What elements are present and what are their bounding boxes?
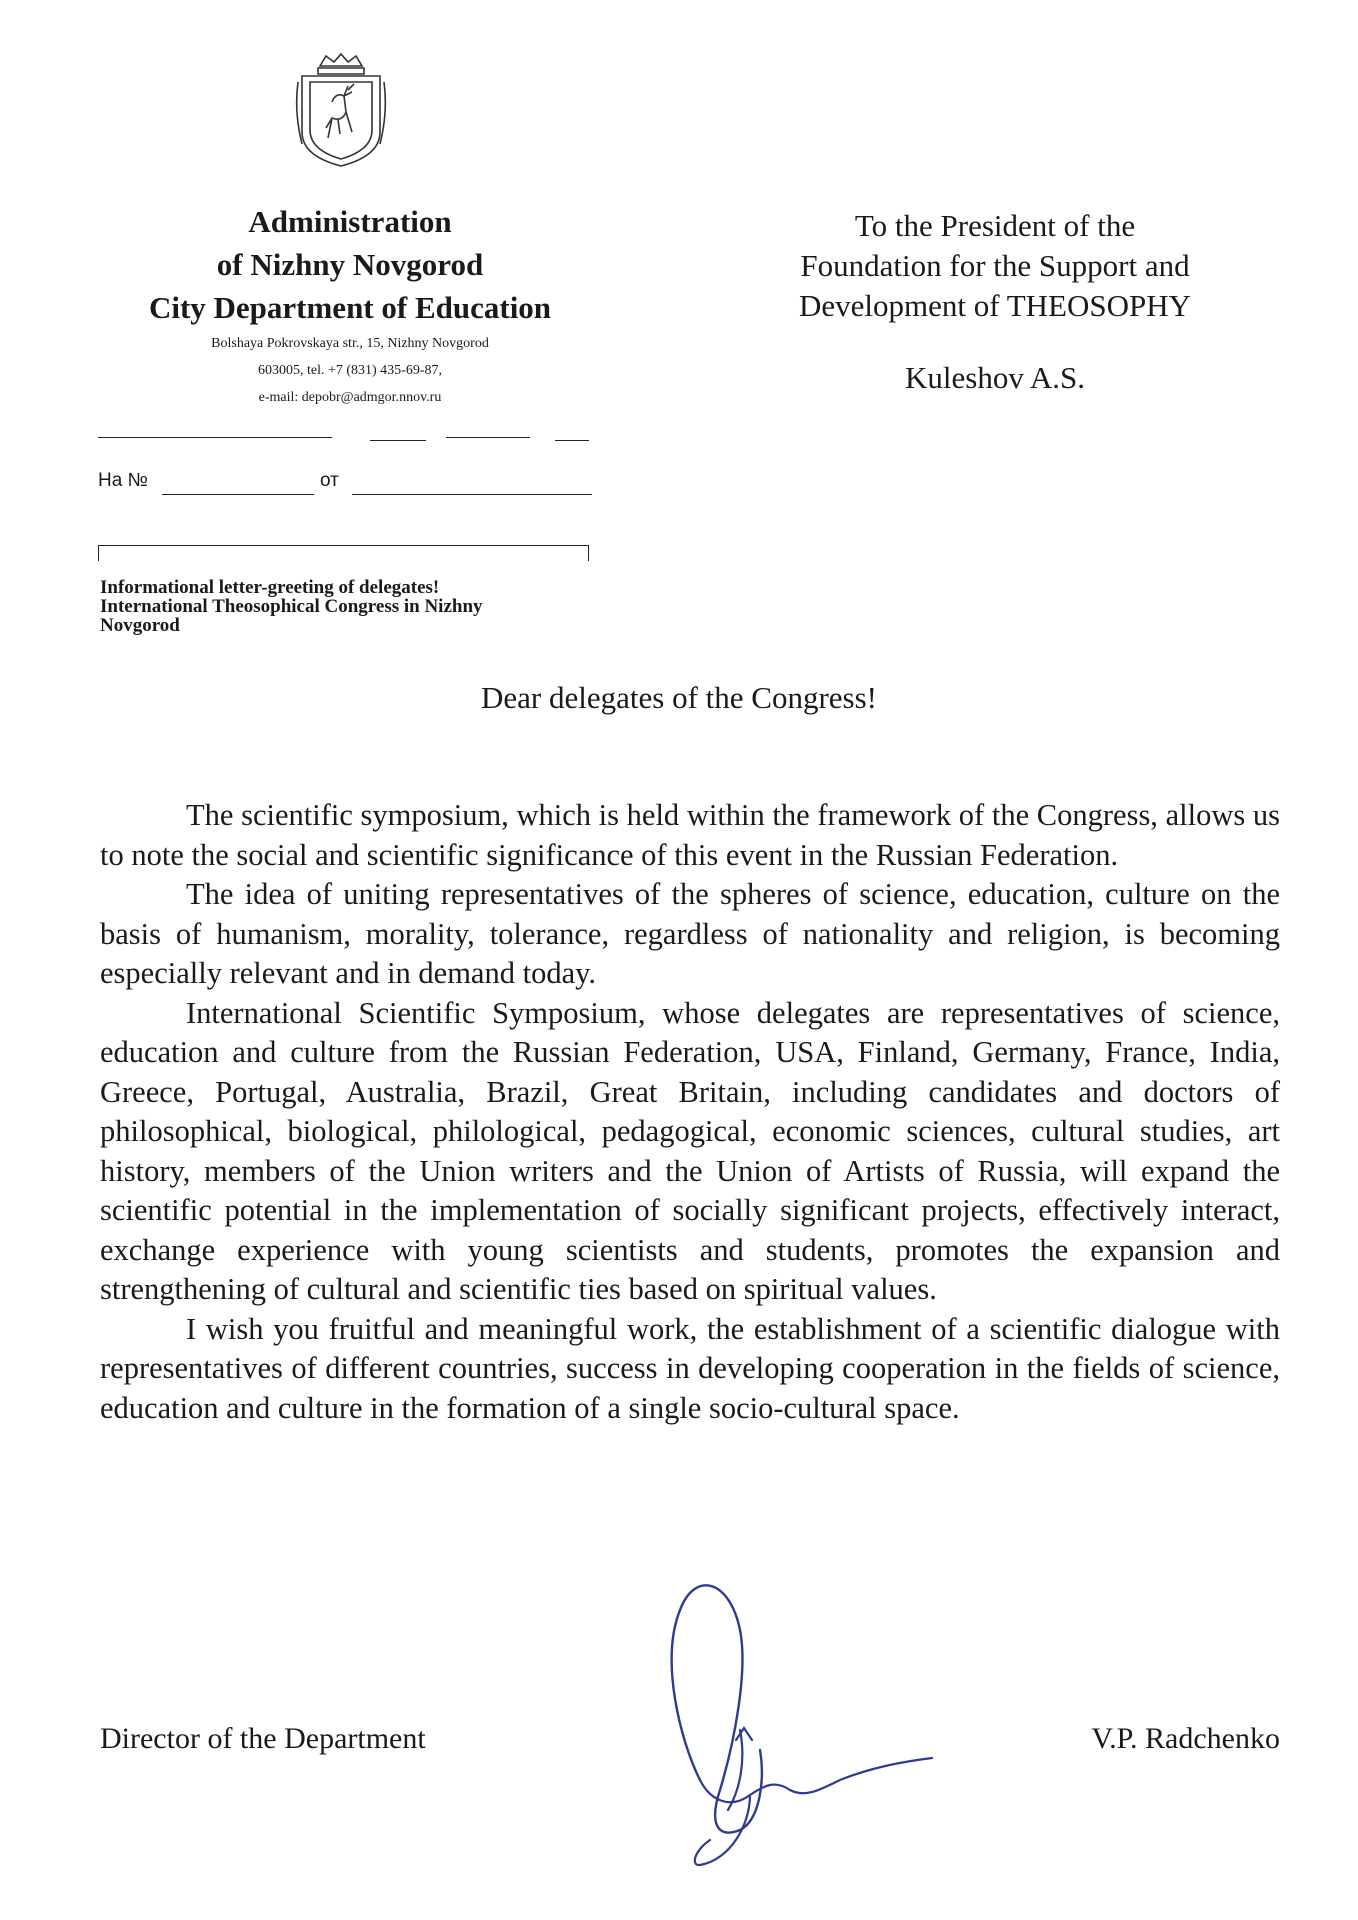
coat-of-arms-emblem	[292, 52, 390, 170]
divider-line	[98, 437, 332, 438]
recipient-block	[745, 206, 1245, 398]
body-paragraph: I wish you fruitful and meaningful work, the establishment of a scientific dialogue with representatives of different countries, success in developing cooperation in the fields of science, education and culture in the formation of a single socio-cultural space.	[100, 1311, 1280, 1425]
handwritten-signature	[560, 1540, 940, 1870]
reference-number-label: На №	[98, 470, 148, 491]
body-paragraph: The idea of uniting representatives of the spheres of science, education, culture on the basis of humanism, morality, tolerance, regardless of nationality and religion, is becoming especially relevant and in demand today.	[100, 877, 1280, 990]
sender-line-1: Administration	[248, 204, 452, 239]
recipient-name: Kuleshov A.S.	[905, 360, 1085, 395]
signer-position: Director of the Department	[100, 1722, 426, 1755]
divider-line	[370, 440, 426, 441]
recipient-line-1: To the President of the	[854, 208, 1136, 243]
letter-body	[100, 796, 1280, 1428]
divider-line	[555, 440, 589, 441]
recipient-line-2: Foundation for the Support and	[800, 248, 1190, 283]
subject-bracket-left	[98, 545, 99, 561]
sender-address-1: Bolshaya Pokrovskaya str., 15, Nizhny Novgorod	[211, 336, 489, 351]
sender-block	[80, 200, 620, 410]
body-paragraph: The scientific symposium, which is held within the framework of the Congress, allows us to note the social and scientific significance of this event in the Russian Federation.	[100, 798, 1280, 872]
reference-date-line	[352, 494, 592, 495]
signer-name: V.P. Radchenko	[1091, 1722, 1280, 1755]
recipient-line-3: Development of THEOSOPHY	[798, 288, 1192, 323]
subject-bracket	[98, 545, 588, 546]
salutation: Dear delegates of the Congress!	[481, 680, 877, 715]
sender-line-3: City Department of Education	[148, 290, 552, 325]
subject-text: Informational letter-greeting of delegates! International Theosophical Congress in Nizhny Novgorod	[100, 577, 483, 636]
reference-number-line	[162, 494, 314, 495]
sender-email: e-mail: depobr@admgor.nnov.ru	[258, 390, 442, 405]
subject-bracket-right	[588, 545, 589, 561]
sender-line-2: of Nizhny Novgorod	[216, 247, 484, 282]
sender-address-2: 603005, tel. +7 (831) 435-69-87,	[257, 363, 443, 378]
body-paragraph: International Scientific Symposium, whose delegates are representatives of science, education and culture from the Russian Federation, USA, Finland, Germany, France, India, Greece, Portugal, Australia, Brazil, Great Britain, including candidates and doctors of philosophical, biological, philological, pedagogical, economic sciences, cultural studies, art history, members of the Union writers and the Union of Artists of Russia, will expand the scientific potential in the implementation of socially significant projects, effectively interact, exchange experience with young scientists and students, promotes the expansion and strengthening of cultural and scientific ties based on spiritual values.	[100, 995, 1280, 1306]
divider-line	[446, 437, 530, 438]
reference-from-label: от	[320, 470, 339, 491]
